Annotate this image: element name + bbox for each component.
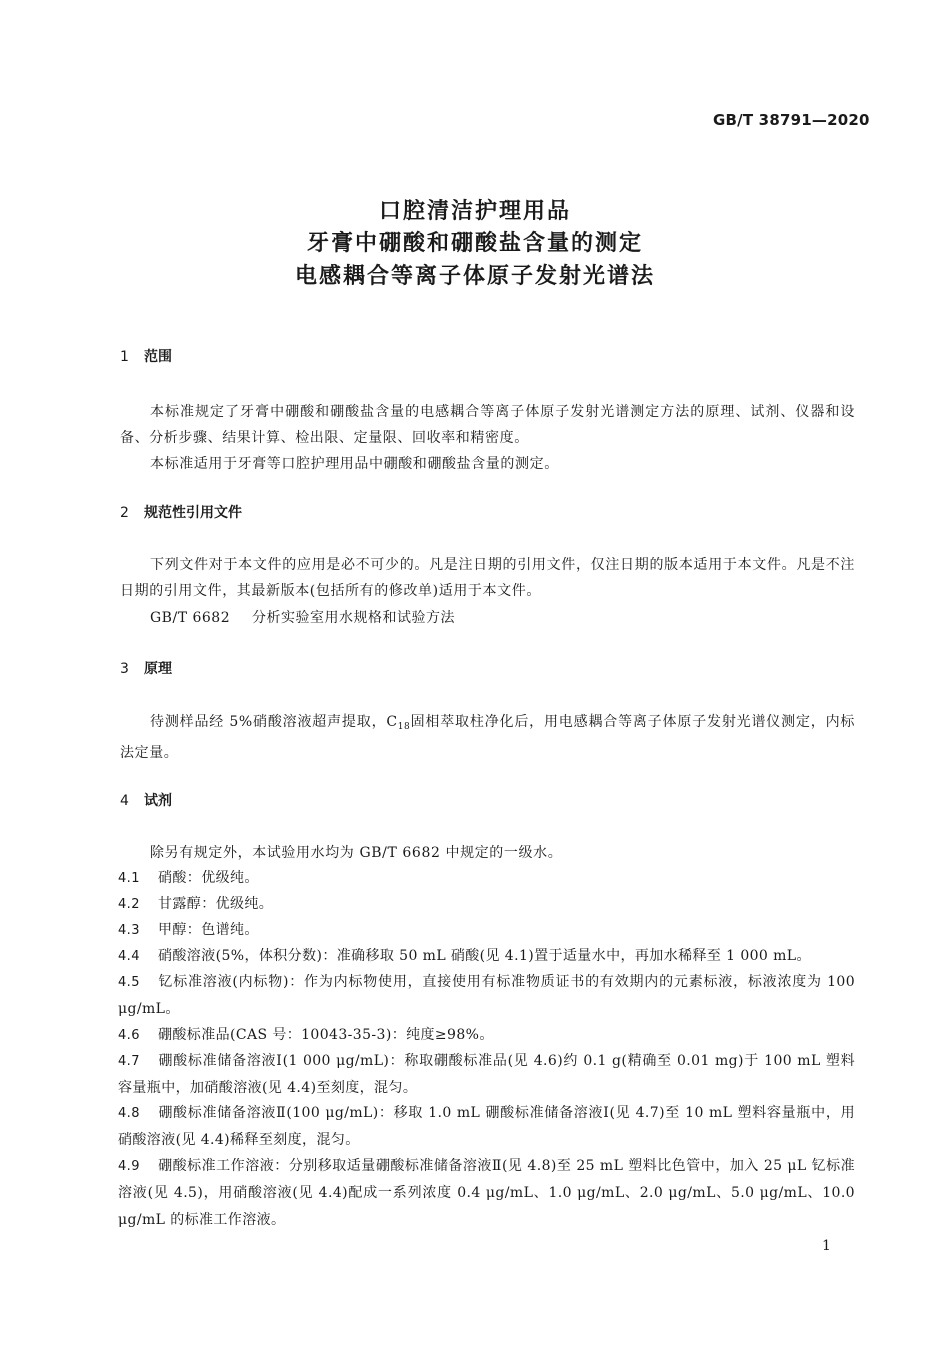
reagent-item: [118, 1153, 855, 1234]
principle-text-b: 固相萃取柱净化后，用电感耦合等离子体原子发射光谱仪测定，内标法定量。: [120, 714, 856, 761]
section-1-paragraph-1: 本标准规定了牙膏中硼酸和硼酸盐含量的电感耦合等离子体原子发射光谱测定方法的原理、试剂、仪器和设备、分析步骤、结果计算、检出限、定量限、回收率和精密度。: [120, 404, 855, 446]
reference-code: GB/T 6682: [150, 610, 231, 626]
title-line-3: 电感耦合等离子体原子发射光谱法: [294, 264, 655, 289]
reagent-item: [118, 1100, 855, 1154]
reference-title: 分析实验室用水规格和试验方法: [252, 610, 455, 626]
item-text: 钇标准溶液(内标物)：作为内标物使用，直接使用有标准物质证书的有效期内的元素标液，标液浓度为 100 μg/mL。: [118, 974, 855, 1017]
item-text: 硝酸：优级纯。: [158, 870, 259, 886]
reagent-item: [118, 969, 855, 1023]
item-number: 4.1: [118, 871, 140, 886]
item-number: 4.7: [118, 1054, 140, 1069]
section-1-paragraph-2: 本标准适用于牙膏等口腔护理用品中硼酸和硼酸盐含量的测定。: [150, 456, 559, 472]
item-number: 4.5: [118, 975, 140, 990]
reagent-item: [118, 1048, 855, 1102]
item-number: 4.9: [118, 1159, 140, 1174]
section-number: 4: [120, 793, 129, 809]
item-number: 4.4: [118, 949, 140, 964]
section-number: 1: [120, 349, 129, 365]
reagent-item: [118, 1022, 855, 1049]
item-text: 硝酸溶液(5%，体积分数)：准确移取 50 mL 硝酸(见 4.1)置于适量水中，再加水稀释至 1 000 mL。: [158, 948, 811, 964]
standard-code: GB/T 38791—2020: [713, 111, 870, 129]
section-4-heading: [120, 794, 172, 808]
item-text: 硼酸标准品(CAS 号：10043-35-3)：纯度≥98%。: [158, 1027, 494, 1043]
item-text: 硼酸标准储备溶液Ⅰ(1 000 μg/mL)：称取硼酸标准品(见 4.6)约 0.1 g(精确至 0.01 mg)于 100 mL 塑料容量瓶中，加硝酸溶液(见 4.4)至刻度，混匀。: [118, 1053, 855, 1096]
item-text: 甘露醇：优级纯。: [158, 896, 274, 912]
section-4-intro: 除另有规定外，本试验用水均为 GB/T 6682 中规定的一级水。: [150, 845, 563, 861]
section-title: 规范性引用文件: [144, 505, 242, 521]
section-number: 3: [120, 661, 129, 677]
section-title: 原理: [144, 661, 172, 677]
section-3-paragraph-1: [120, 709, 855, 766]
page-number: 1: [822, 1238, 831, 1254]
item-number: 4.6: [118, 1028, 140, 1043]
section-title: 范围: [144, 349, 172, 365]
section-1-heading: [120, 350, 172, 364]
reagent-item: [118, 865, 855, 892]
normative-reference: [150, 611, 455, 625]
item-number: 4.3: [118, 923, 140, 938]
section-2-heading: [120, 506, 242, 520]
section-title: 试剂: [144, 793, 172, 809]
item-text: 甲醇：色谱纯。: [158, 922, 259, 938]
item-text: 硼酸标准工作溶液：分别移取适量硼酸标准储备溶液Ⅱ(见 4.8)至 25 mL 塑料比色管中，加入 25 μL 钇标准溶液(见 4.5)，用硝酸溶液(见 4.4)配成一系列浓度 0.4 μg/mL、1.0 μg/mL、2.0 μg/mL、5.0 μg/mL、10.0 μg/mL 的标准工作溶液。: [118, 1158, 855, 1228]
reagent-item: [118, 943, 855, 970]
reagent-item: [118, 891, 855, 918]
section-2-paragraph-1: 下列文件对于本文件的应用是必不可少的。凡是注日期的引用文件，仅注日期的版本适用于本文件。凡是不注日期的引用文件，其最新版本(包括所有的修改单)适用于本文件。: [120, 557, 855, 599]
title-line-1: 口腔清洁护理用品: [378, 199, 571, 224]
title-line-2: 牙膏中硼酸和硼酸盐含量的测定: [306, 231, 643, 256]
section-3-heading: [120, 662, 172, 676]
item-text: 硼酸标准储备溶液Ⅱ(100 μg/mL)：移取 1.0 mL 硼酸标准储备溶液Ⅰ(见 4.7)至 10 mL 塑料容量瓶中，用硝酸溶液(见 4.4)稀释至刻度，混匀。: [118, 1105, 855, 1148]
reagent-item: [118, 917, 855, 944]
c18-subscript: 18: [397, 722, 411, 732]
item-number: 4.8: [118, 1106, 140, 1121]
principle-text-a: 待测样品经 5%硝酸溶液超声提取，C: [150, 714, 398, 730]
section-number: 2: [120, 505, 129, 521]
item-number: 4.2: [118, 897, 140, 912]
